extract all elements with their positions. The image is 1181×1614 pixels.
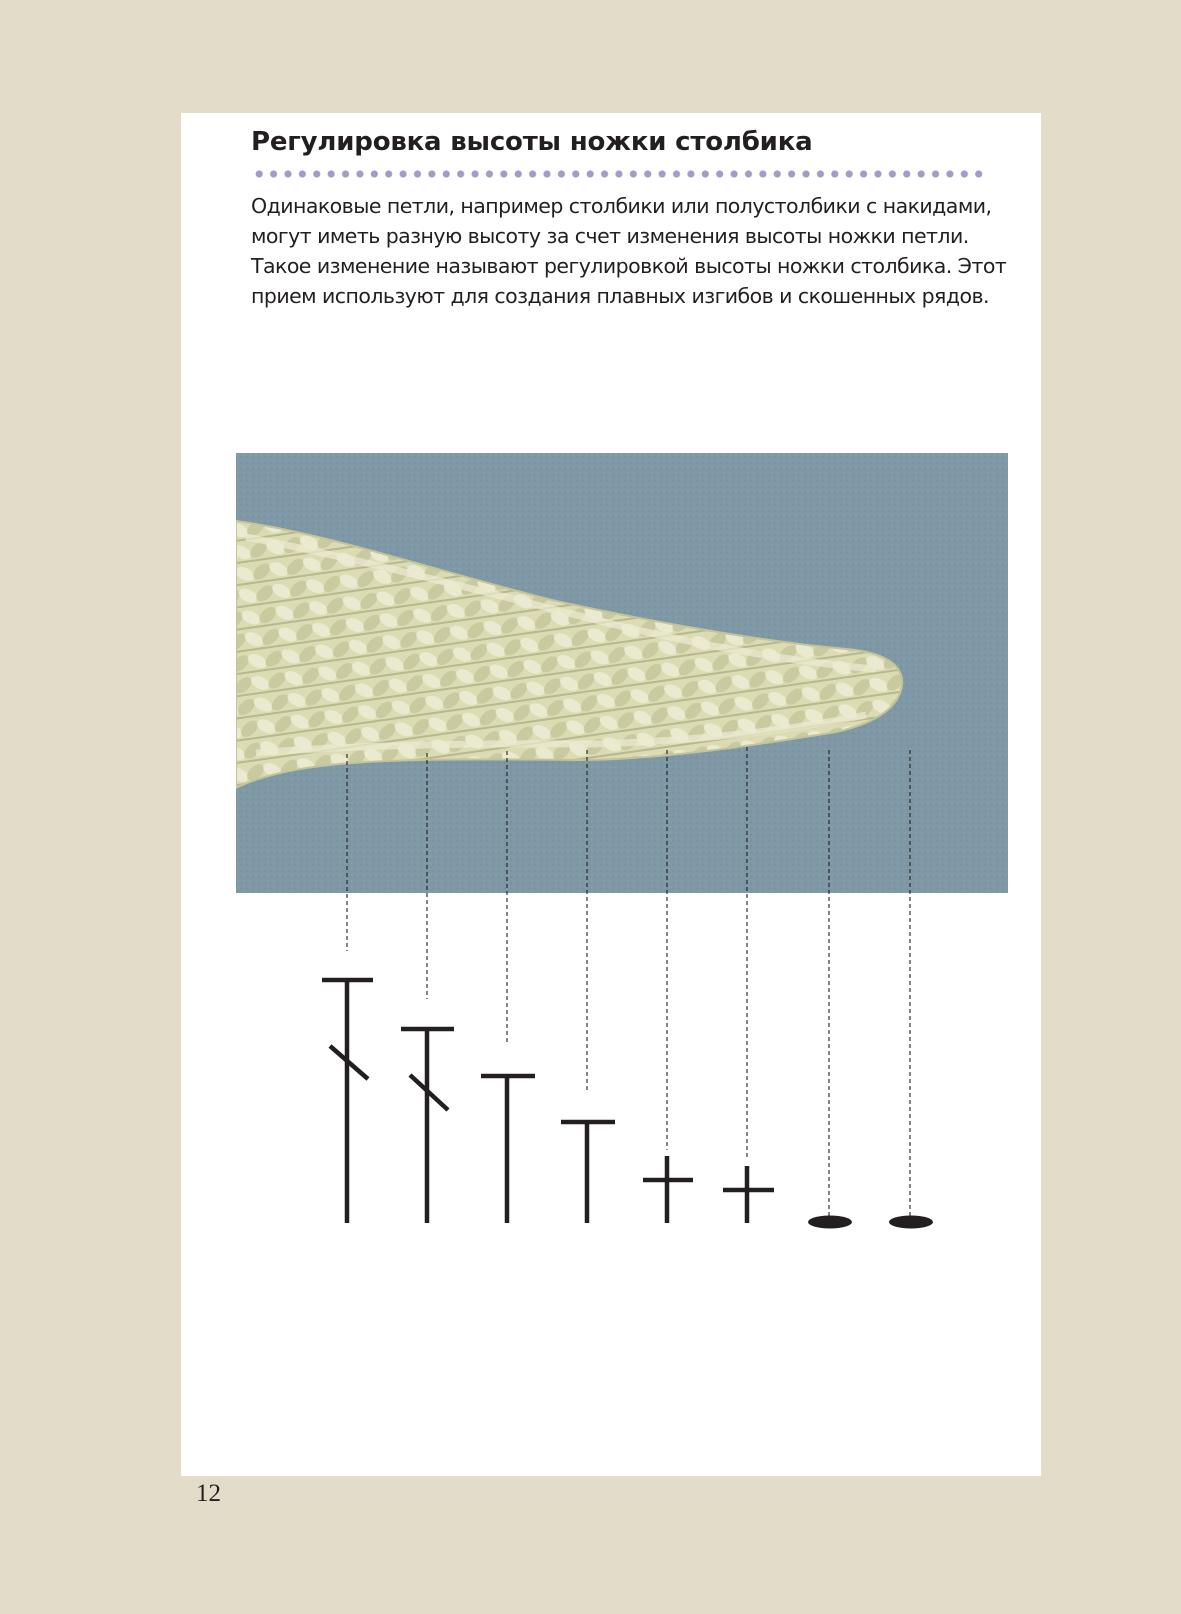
body-paragraph (251, 191, 1011, 311)
slip-stitch-symbol (808, 1216, 852, 1229)
double-crochet-symbol (401, 1029, 454, 1223)
body-line: Одинаковые петли, например столбики или полустолбики с накидами, (251, 194, 992, 218)
crochet-photo (236, 453, 1008, 893)
double-crochet-symbol (322, 980, 373, 1223)
slip-stitch-symbol (889, 1216, 933, 1229)
single-crochet-symbol (723, 1166, 774, 1223)
page (181, 113, 1041, 1476)
dotted-divider (252, 170, 986, 178)
body-line: прием используют для создания плавных изгибов и скошенных рядов. (251, 284, 989, 308)
half-double-crochet-symbol (561, 1122, 615, 1223)
body-line: Такое изменение называют регулировкой высоты ножки столбика. Этот (251, 254, 1007, 278)
half-double-crochet-symbol (481, 1076, 535, 1223)
single-crochet-symbol (643, 1156, 693, 1223)
section-title: Регулировка высоты ножки столбика (251, 127, 813, 157)
body-line: могут иметь разную высоту за счет изменения высоты ножки петли. (251, 224, 969, 248)
page-number: 12 (196, 1480, 221, 1507)
